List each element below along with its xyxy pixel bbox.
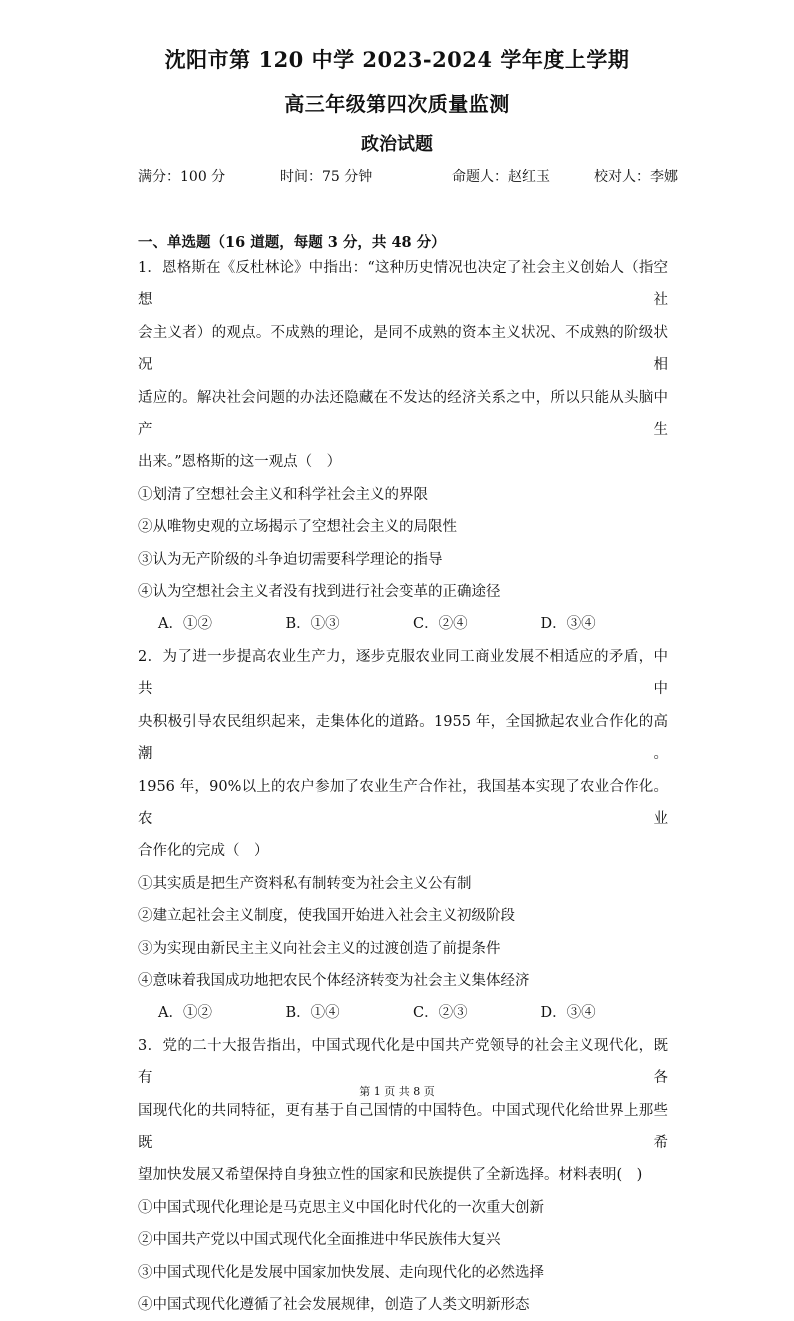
meta-score: 满分：100 分 [138,169,226,185]
question-2-statement-3: ③为实现由新民主主义向社会主义的过渡创造了前提条件 [138,940,501,957]
question-3-line-1: 3．党的二十大报告指出，中国式现代化是中国共产党领导的社会主义现代化，既有各 [138,1037,668,1087]
question-1-option-a: A．①② [158,616,212,633]
page-footer: 第 1 页 共 8 页 [359,1085,435,1098]
question-1 [138,252,668,641]
question-3-line-3: 望加快发展又希望保持自身独立性的国家和民族提供了全新选择。材料表明( ) [138,1167,643,1184]
question-2-option-c: C．②③ [413,1005,468,1022]
exam-title-school: 沈阳市第 120 中学 2023-2024 学年度上学期 [164,47,630,72]
question-2-line-4: 合作化的完成（ ） [138,843,269,860]
question-1-line-3: 适应的。解决社会问题的办法还隐藏在不发达的经济关系之中，所以只能从头脑中产生 [138,389,668,439]
question-1-option-d: D．③④ [540,616,596,633]
meta-time: 时间：75 分钟 [280,169,373,185]
question-1-line-1: 1．恩格斯在《反杜林论》中指出：“这种历史情况也决定了社会主义创始人（指空想社 [138,260,668,309]
question-2-statement-2: ②建立起社会主义制度，使我国开始进入社会主义初级阶段 [138,908,515,925]
question-2-line-2: 央积极引导农民组织起来，走集体化的道路。1955 年，全国掀起农业合作化的高潮。 [138,713,668,763]
section-heading: 一、单选题（16 道题，每题 3 分，共 48 分） [138,234,446,251]
question-3-statement-4: ④中国式现代化遵循了社会发展规律，创造了人类文明新形态 [138,1297,530,1313]
question-1-option-b: B．①③ [285,616,340,633]
question-2-option-b: B．①④ [285,1005,340,1022]
question-3-statement-2: ②中国共产党以中国式现代化全面推进中华民族伟大复兴 [138,1232,501,1249]
question-2-option-d: D．③④ [540,1005,596,1022]
exam-title-subject: 政治试题 [361,134,433,155]
question-1-options [138,608,668,640]
question-2-option-a: A．①② [158,1005,212,1022]
question-1-option-c: C．②④ [413,616,468,633]
question-1-line-4: 出来。”恩格斯的这一观点（ ） [138,454,342,471]
question-1-statement-2: ②从唯物史观的立场揭示了空想社会主义的局限性 [138,519,457,536]
question-1-statement-3: ③认为无产阶级的斗争迫切需要科学理论的指导 [138,551,443,568]
question-2-options [138,997,668,1029]
question-2-line-3: 1956 年，90%以上的农户参加了农业生产合作社，我国基本实现了农业合作化。农业 [138,778,668,827]
question-3-statement-3: ③中国式现代化是发展中国家加快发展、走向现代化的必然选择 [138,1264,544,1281]
question-3-statement-1: ①中国式现代化理论是马克思主义中国化时代化的一次重大创新 [138,1199,544,1216]
meta-checker: 校对人：李娜 [594,169,678,185]
question-1-line-2: 会主义者）的观点。不成熟的理论，是同不成熟的资本主义状况、不成熟的阶级状况相 [138,324,668,374]
exam-title-grade: 高三年级第四次质量监测 [284,92,510,116]
question-1-statement-4: ④认为空想社会主义者没有找到进行社会变革的正确途径 [138,584,501,601]
meta-author: 命题人：赵红玉 [452,169,550,185]
question-2-statement-1: ①其实质是把生产资料私有制转变为社会主义公有制 [138,875,472,892]
question-1-statement-1: ①划清了空想社会主义和科学社会主义的界限 [138,486,428,503]
question-3 [138,1030,668,1321]
question-3-line-2: 国现代化的共同特征，更有基于自己国情的中国特色。中国式现代化给世界上那些既希 [138,1102,668,1151]
question-2 [138,641,668,1030]
question-list [138,252,668,1321]
question-2-statement-4: ④意味着我国成功地把农民个体经济转变为社会主义集体经济 [138,972,530,989]
question-2-line-1: 2．为了进一步提高农业生产力，逐步克服农业同工商业发展不相适应的矛盾，中共中 [138,648,668,698]
